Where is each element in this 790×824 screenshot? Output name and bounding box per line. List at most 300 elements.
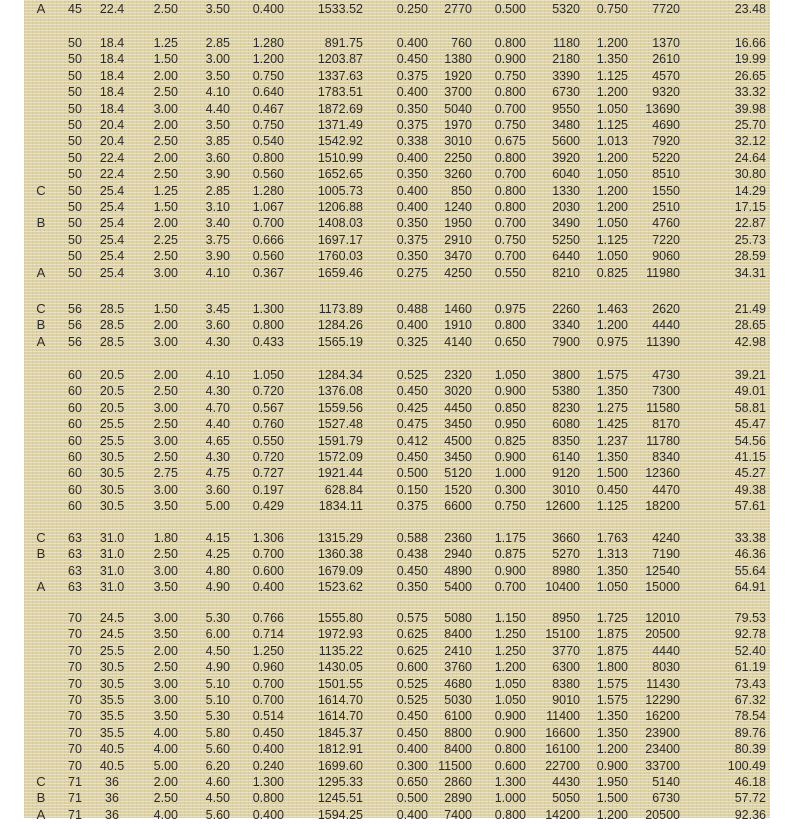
cell-height: 4.10 (205, 265, 230, 280)
cell-height: 5.60 (205, 807, 230, 822)
cell-force-1: 3700 (444, 85, 472, 100)
cell-stroke-2: 1.300 (494, 775, 526, 789)
cell-height: 4.15 (205, 531, 230, 545)
cell-force-1: 4500 (444, 433, 472, 448)
cell-force-2: 16100 (545, 742, 580, 757)
cell-stroke-1: 0.588 (396, 531, 428, 545)
cell-weight: 14.29 (734, 183, 766, 198)
cell-thickness: 2.50 (153, 134, 178, 149)
cell-diameter: 70 (68, 676, 82, 691)
cell-weight: 21.49 (734, 302, 766, 316)
cell-thickness: 3.00 (153, 334, 178, 349)
cell-force-3: 11980 (646, 265, 680, 280)
cell-h-t-ratio: 0.367 (252, 265, 284, 280)
cell-width: 20.5 (99, 368, 125, 382)
cell-h-t-ratio: 0.467 (252, 101, 284, 116)
cell-force-1: 3450 (444, 417, 472, 432)
cell-force-at-stroke: 1594.25 (317, 807, 363, 822)
cell-force-at-stroke: 1542.92 (317, 134, 363, 149)
cell-h-t-ratio: 0.640 (252, 85, 284, 100)
cell-diameter: 50 (68, 68, 82, 83)
cell-force-3: 18200 (645, 499, 680, 514)
cell-stroke-2: 0.700 (494, 249, 526, 264)
cell-force-at-stroke: 1408.03 (317, 216, 363, 231)
cell-thickness: 2.00 (153, 643, 178, 658)
cell-diameter: 50 (68, 150, 82, 165)
cell-weight: 58.81 (734, 400, 766, 415)
cell-diameter: 70 (68, 627, 82, 642)
cell-thickness: 1.50 (153, 52, 178, 67)
cell-stroke-2: 0.800 (494, 318, 526, 333)
cell-weight: 78.54 (734, 709, 766, 724)
cell-stroke-3: 0.825 (596, 265, 628, 280)
cell-stroke-2: 0.700 (494, 580, 526, 595)
table-row (0, 165, 790, 183)
cell-force-2: 6140 (552, 450, 580, 464)
cell-stroke-3: 1.013 (596, 134, 628, 149)
cell-width: 30.5 (99, 499, 125, 514)
cell-stroke-3: 1.725 (596, 611, 628, 625)
cell-stroke-3: 1.050 (596, 249, 628, 264)
cell-force-3: 7220 (652, 232, 680, 247)
table-row (0, 675, 790, 693)
cell-diameter: 71 (68, 807, 82, 822)
cell-diameter: 50 (68, 52, 82, 67)
table-row (0, 264, 790, 282)
cell-stroke-3: 1.763 (596, 531, 628, 545)
cell-stroke-2: 0.900 (494, 384, 526, 399)
cell-thickness: 2.50 (153, 85, 178, 100)
cell-thickness: 1.80 (153, 531, 178, 545)
cell-force-1: 2860 (444, 775, 472, 789)
cell-force-3: 8170 (652, 417, 680, 432)
grade-label: A (36, 1, 46, 16)
cell-force-1: 2770 (444, 2, 472, 16)
cell-h-t-ratio: 0.720 (252, 450, 284, 464)
table-row (0, 116, 790, 134)
table-row (0, 247, 790, 265)
cell-width: 25.4 (99, 232, 125, 247)
cell-force-1: 4450 (444, 400, 472, 415)
cell-force-1: 5120 (444, 466, 472, 481)
cell-thickness: 3.50 (153, 627, 178, 642)
cell-force-3: 12010 (645, 611, 680, 625)
cell-diameter: 60 (68, 433, 82, 448)
cell-weight: 33.38 (734, 531, 766, 545)
table-row (0, 198, 790, 216)
cell-diameter: 45 (68, 2, 82, 16)
cell-force-3: 1370 (652, 36, 680, 50)
table-row (0, 333, 790, 351)
cell-height: 4.50 (205, 643, 230, 658)
cell-height: 5.00 (205, 499, 230, 514)
cell-diameter: 60 (68, 417, 82, 432)
cell-stroke-3: 1.575 (596, 676, 628, 691)
cell-width: 25.4 (99, 183, 125, 198)
cell-force-at-stroke: 1135.22 (318, 643, 363, 658)
cell-force-3: 11390 (646, 334, 680, 349)
cell-stroke-2: 0.650 (494, 334, 526, 349)
cell-stroke-3: 1.200 (596, 318, 628, 333)
cell-stroke-1: 0.425 (396, 400, 428, 415)
cell-thickness: 3.00 (153, 433, 178, 448)
cell-h-t-ratio: 0.514 (252, 709, 284, 724)
cell-force-1: 1380 (444, 52, 472, 67)
cell-force-at-stroke: 891.75 (324, 36, 363, 50)
cell-force-at-stroke: 1783.51 (317, 85, 363, 100)
cell-height: 3.10 (205, 200, 230, 214)
cell-stroke-2: 0.750 (494, 499, 526, 514)
cell-stroke-2: 1.050 (494, 676, 526, 691)
cell-stroke-2: 1.000 (494, 791, 526, 806)
cell-diameter: 63 (68, 563, 82, 578)
cell-force-3: 2620 (652, 302, 680, 316)
cell-thickness: 5.00 (153, 758, 178, 773)
cell-force-3: 5220 (652, 150, 680, 165)
cell-force-1: 5030 (444, 693, 472, 707)
cell-h-t-ratio: 0.766 (252, 611, 284, 625)
cell-h-t-ratio: 1.250 (252, 643, 284, 658)
cell-height: 4.40 (205, 101, 230, 116)
cell-force-1: 2320 (444, 368, 472, 382)
cell-force-at-stroke: 1679.09 (317, 563, 363, 578)
cell-force-2: 11400 (546, 709, 580, 724)
cell-h-t-ratio: 0.720 (252, 384, 284, 399)
cell-force-at-stroke: 1659.46 (317, 265, 363, 280)
cell-weight: 30.80 (734, 167, 766, 182)
cell-stroke-2: 1.250 (494, 643, 526, 658)
cell-stroke-1: 0.350 (396, 167, 428, 182)
cell-stroke-2: 0.300 (494, 482, 526, 497)
cell-width: 20.5 (99, 400, 125, 415)
cell-stroke-3: 1.350 (596, 709, 628, 724)
cell-stroke-2: 0.900 (494, 709, 526, 724)
cell-force-at-stroke: 1559.56 (317, 400, 363, 415)
cell-force-3: 12540 (645, 563, 680, 578)
cell-width: 36 (105, 791, 119, 806)
cell-width: 31.0 (99, 547, 125, 562)
cell-force-at-stroke: 1284.26 (317, 318, 363, 333)
cell-width: 22.4 (99, 167, 125, 182)
cell-diameter: 56 (68, 318, 82, 333)
cell-diameter: 63 (68, 547, 82, 562)
cell-force-3: 6730 (652, 791, 680, 806)
cell-h-t-ratio: 0.700 (252, 693, 284, 707)
cell-height: 5.30 (205, 611, 230, 625)
cell-width: 22.4 (99, 150, 125, 165)
cell-width: 30.5 (99, 676, 125, 691)
cell-thickness: 2.75 (153, 466, 178, 481)
grade-label: B (36, 215, 46, 231)
cell-thickness: 2.00 (153, 368, 178, 382)
cell-thickness: 3.50 (153, 709, 178, 724)
cell-force-3: 1550 (652, 183, 680, 198)
cell-stroke-2: 0.550 (494, 265, 526, 280)
cell-force-1: 8400 (444, 742, 472, 757)
cell-width: 30.5 (99, 466, 125, 481)
cell-force-at-stroke: 1284.34 (317, 368, 363, 382)
cell-diameter: 50 (68, 36, 82, 50)
cell-height: 3.50 (205, 118, 230, 132)
cell-force-3: 8030 (652, 660, 680, 675)
cell-thickness: 2.50 (153, 249, 178, 264)
cell-height: 2.85 (205, 36, 230, 50)
cell-width: 18.4 (99, 52, 125, 67)
cell-force-at-stroke: 628.84 (324, 482, 363, 497)
cell-stroke-3: 0.900 (596, 758, 628, 773)
cell-stroke-3: 1.463 (596, 302, 628, 316)
cell-force-3: 4690 (652, 118, 680, 132)
cell-weight: 46.36 (734, 547, 766, 562)
cell-force-2: 5250 (552, 232, 580, 247)
cell-stroke-2: 1.050 (494, 368, 526, 382)
cell-force-2: 3390 (552, 68, 580, 83)
cell-h-t-ratio: 1.067 (252, 200, 284, 214)
table-row (0, 182, 790, 200)
cell-weight: 100.49 (727, 758, 766, 773)
cell-width: 20.5 (99, 384, 125, 399)
cell-stroke-1: 0.338 (396, 134, 428, 149)
cell-height: 4.90 (205, 580, 230, 595)
grade-label: B (36, 317, 46, 333)
cell-height: 3.85 (205, 134, 230, 149)
cell-stroke-1: 0.450 (396, 563, 428, 578)
cell-force-2: 15100 (545, 627, 580, 642)
cell-stroke-1: 0.350 (396, 216, 428, 231)
cell-force-3: 11780 (646, 433, 680, 448)
cell-h-t-ratio: 0.560 (252, 167, 284, 182)
cell-force-2: 6730 (552, 85, 580, 100)
cell-height: 3.45 (205, 302, 230, 316)
cell-diameter: 50 (68, 265, 82, 280)
cell-force-2: 6040 (552, 167, 580, 182)
cell-height: 4.10 (205, 368, 230, 382)
cell-weight: 55.64 (734, 563, 766, 578)
cell-stroke-2: 0.800 (494, 200, 526, 214)
cell-diameter: 60 (68, 384, 82, 399)
cell-stroke-1: 0.400 (396, 150, 428, 165)
cell-stroke-2: 0.800 (494, 807, 526, 822)
cell-h-t-ratio: 0.750 (252, 118, 284, 132)
cell-h-t-ratio: 0.550 (252, 433, 284, 448)
cell-stroke-1: 0.275 (396, 265, 428, 280)
cell-force-3: 8510 (652, 167, 680, 182)
cell-stroke-2: 0.500 (494, 2, 526, 16)
cell-h-t-ratio: 0.700 (252, 676, 284, 691)
cell-force-at-stroke: 1699.60 (317, 758, 363, 773)
cell-weight: 61.19 (734, 660, 766, 675)
cell-stroke-3: 1.200 (596, 85, 628, 100)
cell-diameter: 60 (68, 450, 82, 464)
cell-stroke-3: 1.050 (596, 216, 628, 231)
table-row (0, 562, 790, 580)
cell-height: 3.75 (205, 232, 230, 247)
cell-height: 5.10 (205, 676, 230, 691)
cell-force-at-stroke: 1591.79 (317, 433, 363, 448)
cell-h-t-ratio: 0.240 (252, 758, 284, 773)
cell-force-2: 12600 (545, 499, 580, 514)
cell-thickness: 3.00 (153, 611, 178, 625)
cell-force-2: 8350 (552, 433, 580, 448)
cell-force-2: 22700 (545, 758, 580, 773)
cell-force-3: 4470 (652, 482, 680, 497)
cell-stroke-1: 0.575 (396, 611, 428, 625)
cell-width: 25.4 (99, 265, 125, 280)
cell-force-at-stroke: 1652.65 (317, 167, 363, 182)
cell-width: 35.5 (99, 709, 125, 724)
table-row (0, 773, 790, 791)
cell-force-1: 4250 (444, 265, 472, 280)
cell-force-2: 3490 (552, 216, 580, 231)
table-row (0, 806, 790, 824)
cell-diameter: 70 (68, 660, 82, 675)
table-row (0, 231, 790, 249)
cell-force-3: 13690 (645, 101, 680, 116)
cell-force-2: 3770 (552, 643, 580, 658)
cell-force-3: 20500 (645, 807, 680, 822)
cell-stroke-1: 0.600 (396, 660, 428, 675)
cell-force-2: 3920 (552, 150, 580, 165)
cell-stroke-2: 0.800 (494, 183, 526, 198)
cell-force-at-stroke: 1812.91 (317, 742, 363, 757)
cell-diameter: 70 (68, 709, 82, 724)
table-row (0, 464, 790, 482)
cell-height: 4.50 (205, 791, 230, 806)
cell-diameter: 60 (68, 499, 82, 514)
cell-force-3: 33700 (645, 758, 680, 773)
cell-stroke-3: 1.575 (596, 693, 628, 707)
cell-force-2: 8380 (552, 676, 580, 691)
cell-width: 36 (105, 775, 119, 789)
cell-force-1: 3260 (444, 167, 472, 182)
cell-width: 30.5 (99, 450, 125, 464)
grade-label: B (36, 790, 46, 806)
cell-force-1: 8400 (444, 627, 472, 642)
cell-force-2: 3340 (552, 318, 580, 333)
table-row (0, 609, 790, 627)
cell-force-2: 14200 (545, 807, 580, 822)
cell-diameter: 63 (68, 531, 82, 545)
table-row (0, 34, 790, 52)
cell-stroke-3: 1.875 (596, 643, 628, 658)
cell-force-1: 5080 (444, 611, 472, 625)
table-row (0, 448, 790, 466)
cell-force-3: 8340 (652, 450, 680, 464)
cell-diameter: 70 (68, 611, 82, 625)
cell-stroke-2: 0.900 (494, 563, 526, 578)
cell-weight: 64.91 (734, 580, 766, 595)
cell-thickness: 2.50 (153, 450, 178, 464)
cell-stroke-3: 1.200 (596, 150, 628, 165)
cell-h-t-ratio: 0.800 (252, 318, 284, 333)
cell-force-at-stroke: 1533.52 (317, 2, 363, 16)
cell-force-3: 2610 (652, 52, 680, 67)
cell-weight: 54.56 (734, 433, 766, 448)
cell-force-1: 1920 (444, 68, 472, 83)
cell-thickness: 2.50 (153, 547, 178, 562)
cell-stroke-2: 0.900 (494, 450, 526, 464)
table-row (0, 214, 790, 232)
cell-force-at-stroke: 1834.11 (318, 499, 363, 514)
cell-thickness: 2.50 (153, 2, 178, 16)
cell-h-t-ratio: 0.400 (252, 580, 284, 595)
cell-height: 3.00 (205, 52, 230, 67)
cell-height: 4.30 (205, 450, 230, 464)
cell-stroke-3: 1.275 (596, 400, 628, 415)
cell-force-2: 8230 (552, 400, 580, 415)
cell-thickness: 3.00 (153, 563, 178, 578)
cell-height: 4.75 (205, 466, 230, 481)
cell-stroke-2: 0.700 (494, 216, 526, 231)
cell-stroke-1: 0.525 (396, 676, 428, 691)
cell-diameter: 50 (68, 167, 82, 182)
cell-stroke-1: 0.650 (396, 775, 428, 789)
cell-stroke-2: 1.250 (494, 627, 526, 642)
cell-width: 25.5 (99, 417, 125, 432)
cell-width: 28.5 (99, 334, 125, 349)
cell-force-1: 11500 (438, 758, 472, 773)
cell-stroke-3: 1.350 (596, 563, 628, 578)
cell-diameter: 50 (68, 183, 82, 198)
table-row (0, 149, 790, 167)
cell-force-2: 1330 (552, 183, 580, 198)
cell-stroke-3: 1.050 (596, 167, 628, 182)
cell-stroke-2: 0.850 (494, 400, 526, 415)
table-row (0, 100, 790, 118)
table-row (0, 83, 790, 101)
cell-force-at-stroke: 1295.33 (317, 775, 363, 789)
cell-height: 5.80 (205, 725, 230, 740)
cell-force-1: 2410 (444, 643, 472, 658)
cell-stroke-1: 0.400 (396, 200, 428, 214)
cell-h-t-ratio: 0.800 (252, 150, 284, 165)
cell-force-1: 1910 (444, 318, 472, 333)
cell-h-t-ratio: 0.540 (252, 134, 284, 149)
cell-force-1: 4680 (444, 676, 472, 691)
cell-weight: 92.36 (734, 807, 766, 822)
cell-h-t-ratio: 1.050 (252, 368, 284, 382)
cell-h-t-ratio: 0.567 (252, 400, 284, 415)
cell-stroke-3: 1.200 (596, 183, 628, 198)
table-row (0, 578, 790, 596)
table-row (0, 432, 790, 450)
cell-stroke-2: 0.750 (494, 118, 526, 132)
cell-weight: 57.61 (734, 499, 766, 514)
cell-weight: 16.66 (734, 36, 766, 50)
cell-stroke-2: 0.750 (494, 68, 526, 83)
cell-width: 28.5 (99, 302, 125, 316)
cell-stroke-2: 1.150 (494, 611, 526, 625)
table-row (0, 415, 790, 433)
cell-thickness: 3.00 (153, 101, 178, 116)
cell-thickness: 1.25 (153, 36, 178, 50)
cell-width: 30.5 (99, 660, 125, 675)
cell-force-at-stroke: 1614.70 (317, 709, 363, 724)
cell-h-t-ratio: 0.727 (252, 466, 284, 481)
cell-force-1: 3450 (444, 450, 472, 464)
cell-stroke-3: 1.350 (596, 52, 628, 67)
cell-force-1: 4140 (444, 334, 472, 349)
table-row (0, 642, 790, 660)
cell-height: 4.25 (205, 547, 230, 562)
cell-stroke-3: 1.350 (596, 725, 628, 740)
cell-diameter: 70 (68, 643, 82, 658)
cell-force-2: 3660 (552, 531, 580, 545)
cell-height: 3.60 (205, 150, 230, 165)
cell-force-1: 850 (451, 183, 472, 198)
grade-label: A (36, 333, 46, 349)
cell-height: 3.60 (205, 482, 230, 497)
